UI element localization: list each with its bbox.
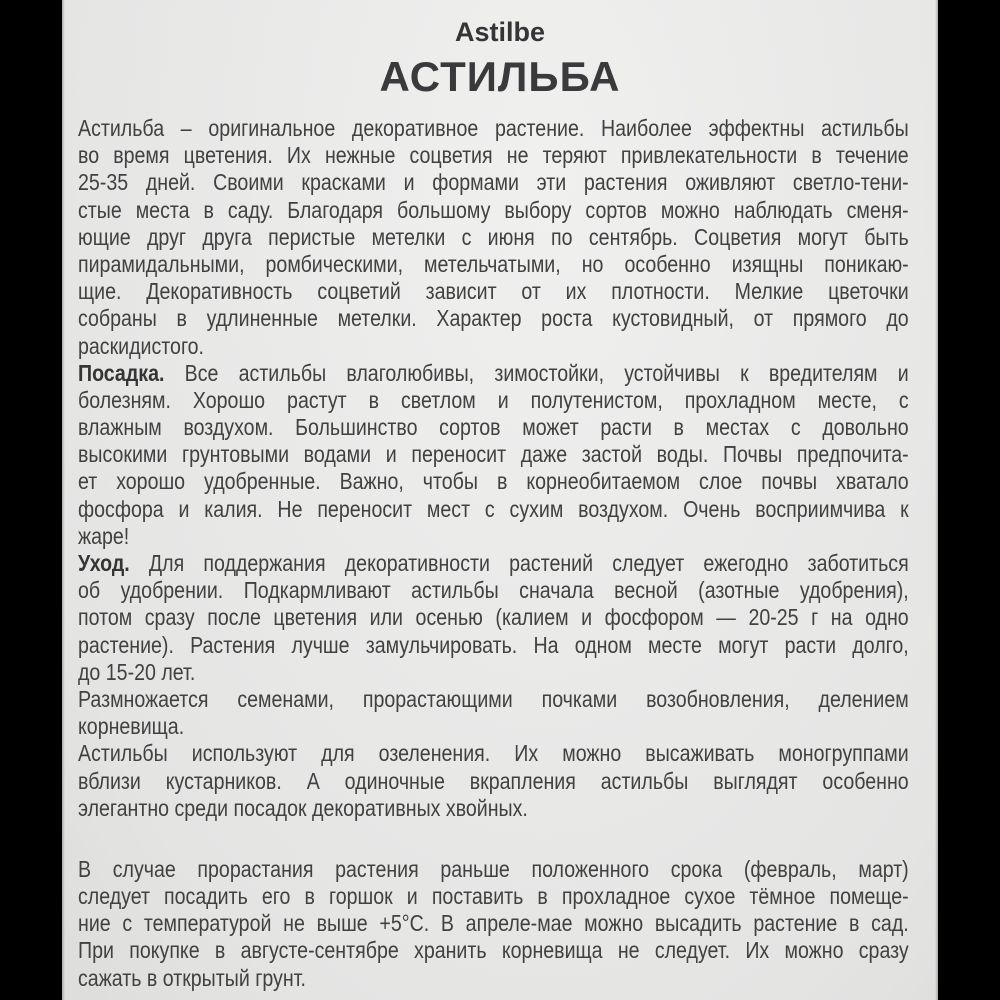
text-line: Астильба – оригинальное декоративное растение. Наиболее эффектны астильбы xyxy=(78,115,909,141)
text-line: высокими грунтовыми водами и переносит даже застой воды. Почвы предпочита- xyxy=(78,441,909,468)
text-line: стые места в саду. Благодаря большому выбору сортов можно наблюдать сменя- xyxy=(78,196,909,223)
text-line: ющие друг друга перистые метелки с июня по сентябрь. Соцветия могут быть xyxy=(78,223,909,250)
text-line: элегантно среди посадок декоративных хвойных. xyxy=(78,794,528,821)
text-line: раскидистого. xyxy=(78,332,205,359)
text-line: Астильбы используют для озеленения. Их можно высаживать моногруппами xyxy=(78,740,909,767)
text-line: пирамидальными, ромбическими, метельчатыми, но особенно изящны поникаю- xyxy=(78,250,909,277)
text-line: об удобрении. Подкармливают астильбы сначала весной (азотные удобрения), xyxy=(78,577,909,604)
paragraph xyxy=(78,550,910,686)
text-line: собраны в удлиненные метелки. Характер роста кустовидный, от прямого до xyxy=(78,305,909,332)
text-line: корневища. xyxy=(78,713,185,740)
text-line: растение). Растения лучше замульчировать. На одном месте могут расти долго, xyxy=(78,631,909,658)
right-edge-shadow xyxy=(935,0,938,1000)
section-lead: Посадка. xyxy=(78,359,165,386)
text-line: Уход. Для поддержания декоративности растений следует ежегодно заботиться xyxy=(78,550,909,576)
text-line: жаре! xyxy=(78,522,130,549)
plant-label-card xyxy=(62,0,938,1000)
label-header xyxy=(62,0,938,102)
text-line: щие. Декоративность соцветий зависит от их плотности. Мелкие цветочки xyxy=(78,278,909,305)
paragraph xyxy=(78,856,910,992)
text-line: во время цветения. Их нежные соцветия не теряют привлекательности в течение xyxy=(78,142,909,169)
section-lead: Уход. xyxy=(78,550,130,576)
text-line: вблизи кустарников. А одиночные вкрапления астильбы выглядят особенно xyxy=(78,767,909,794)
title-cyrillic: АСТИЛЬБА xyxy=(379,53,621,100)
text-line: В случае прорастания растения раньше положенного срока (февраль, март) xyxy=(78,855,909,882)
text-line: Посадка. Все астильбы влаголюбивы, зимостойки, устойчивы к вредителям и xyxy=(78,359,909,386)
title-latin: Astilbe xyxy=(454,17,546,47)
text-line: Размножается семенами, прорастающими почками возобновления, делением xyxy=(78,685,909,712)
paragraph xyxy=(78,686,910,740)
text-line: 25-35 дней. Своими красками и формами эти растения оживляют светло-тени- xyxy=(78,169,909,196)
text-line: сажать в открытый грунт. xyxy=(78,964,306,991)
text-line: болезням. Хорошо растут в светлом и полутенистом, прохладном месте, с xyxy=(78,386,909,413)
text-line: до 15-20 лет. xyxy=(78,658,196,685)
text-line: фосфора и калия. Не переносит мест с сухим воздухом. Очень восприимчива к xyxy=(78,495,909,522)
text-line: При покупке в августе-сентябре хранить корневища не следует. Их можно сразу xyxy=(78,937,909,964)
paragraph xyxy=(78,360,910,550)
document-body xyxy=(78,115,910,992)
text-line: потом сразу после цветения или осенью (калием и фосфором — 20-25 г на одно xyxy=(78,604,909,631)
paragraph xyxy=(78,740,910,822)
text-line: следует посадить его в горшок и поставить в прохладное сухое тёмное помеще- xyxy=(78,883,909,910)
left-edge-shadow xyxy=(62,0,65,1000)
paragraph xyxy=(78,115,910,360)
text-line: влажным воздухом. Большинство сортов может расти в местах с довольно xyxy=(78,414,909,441)
text-line: ние с температурой не выше +5°С. В апреле-мае можно высадить растение в сад. xyxy=(78,910,909,937)
text-line: ет хорошо удобренные. Важно, чтобы в корнеобитаемом слое почвы хватало xyxy=(78,468,909,495)
